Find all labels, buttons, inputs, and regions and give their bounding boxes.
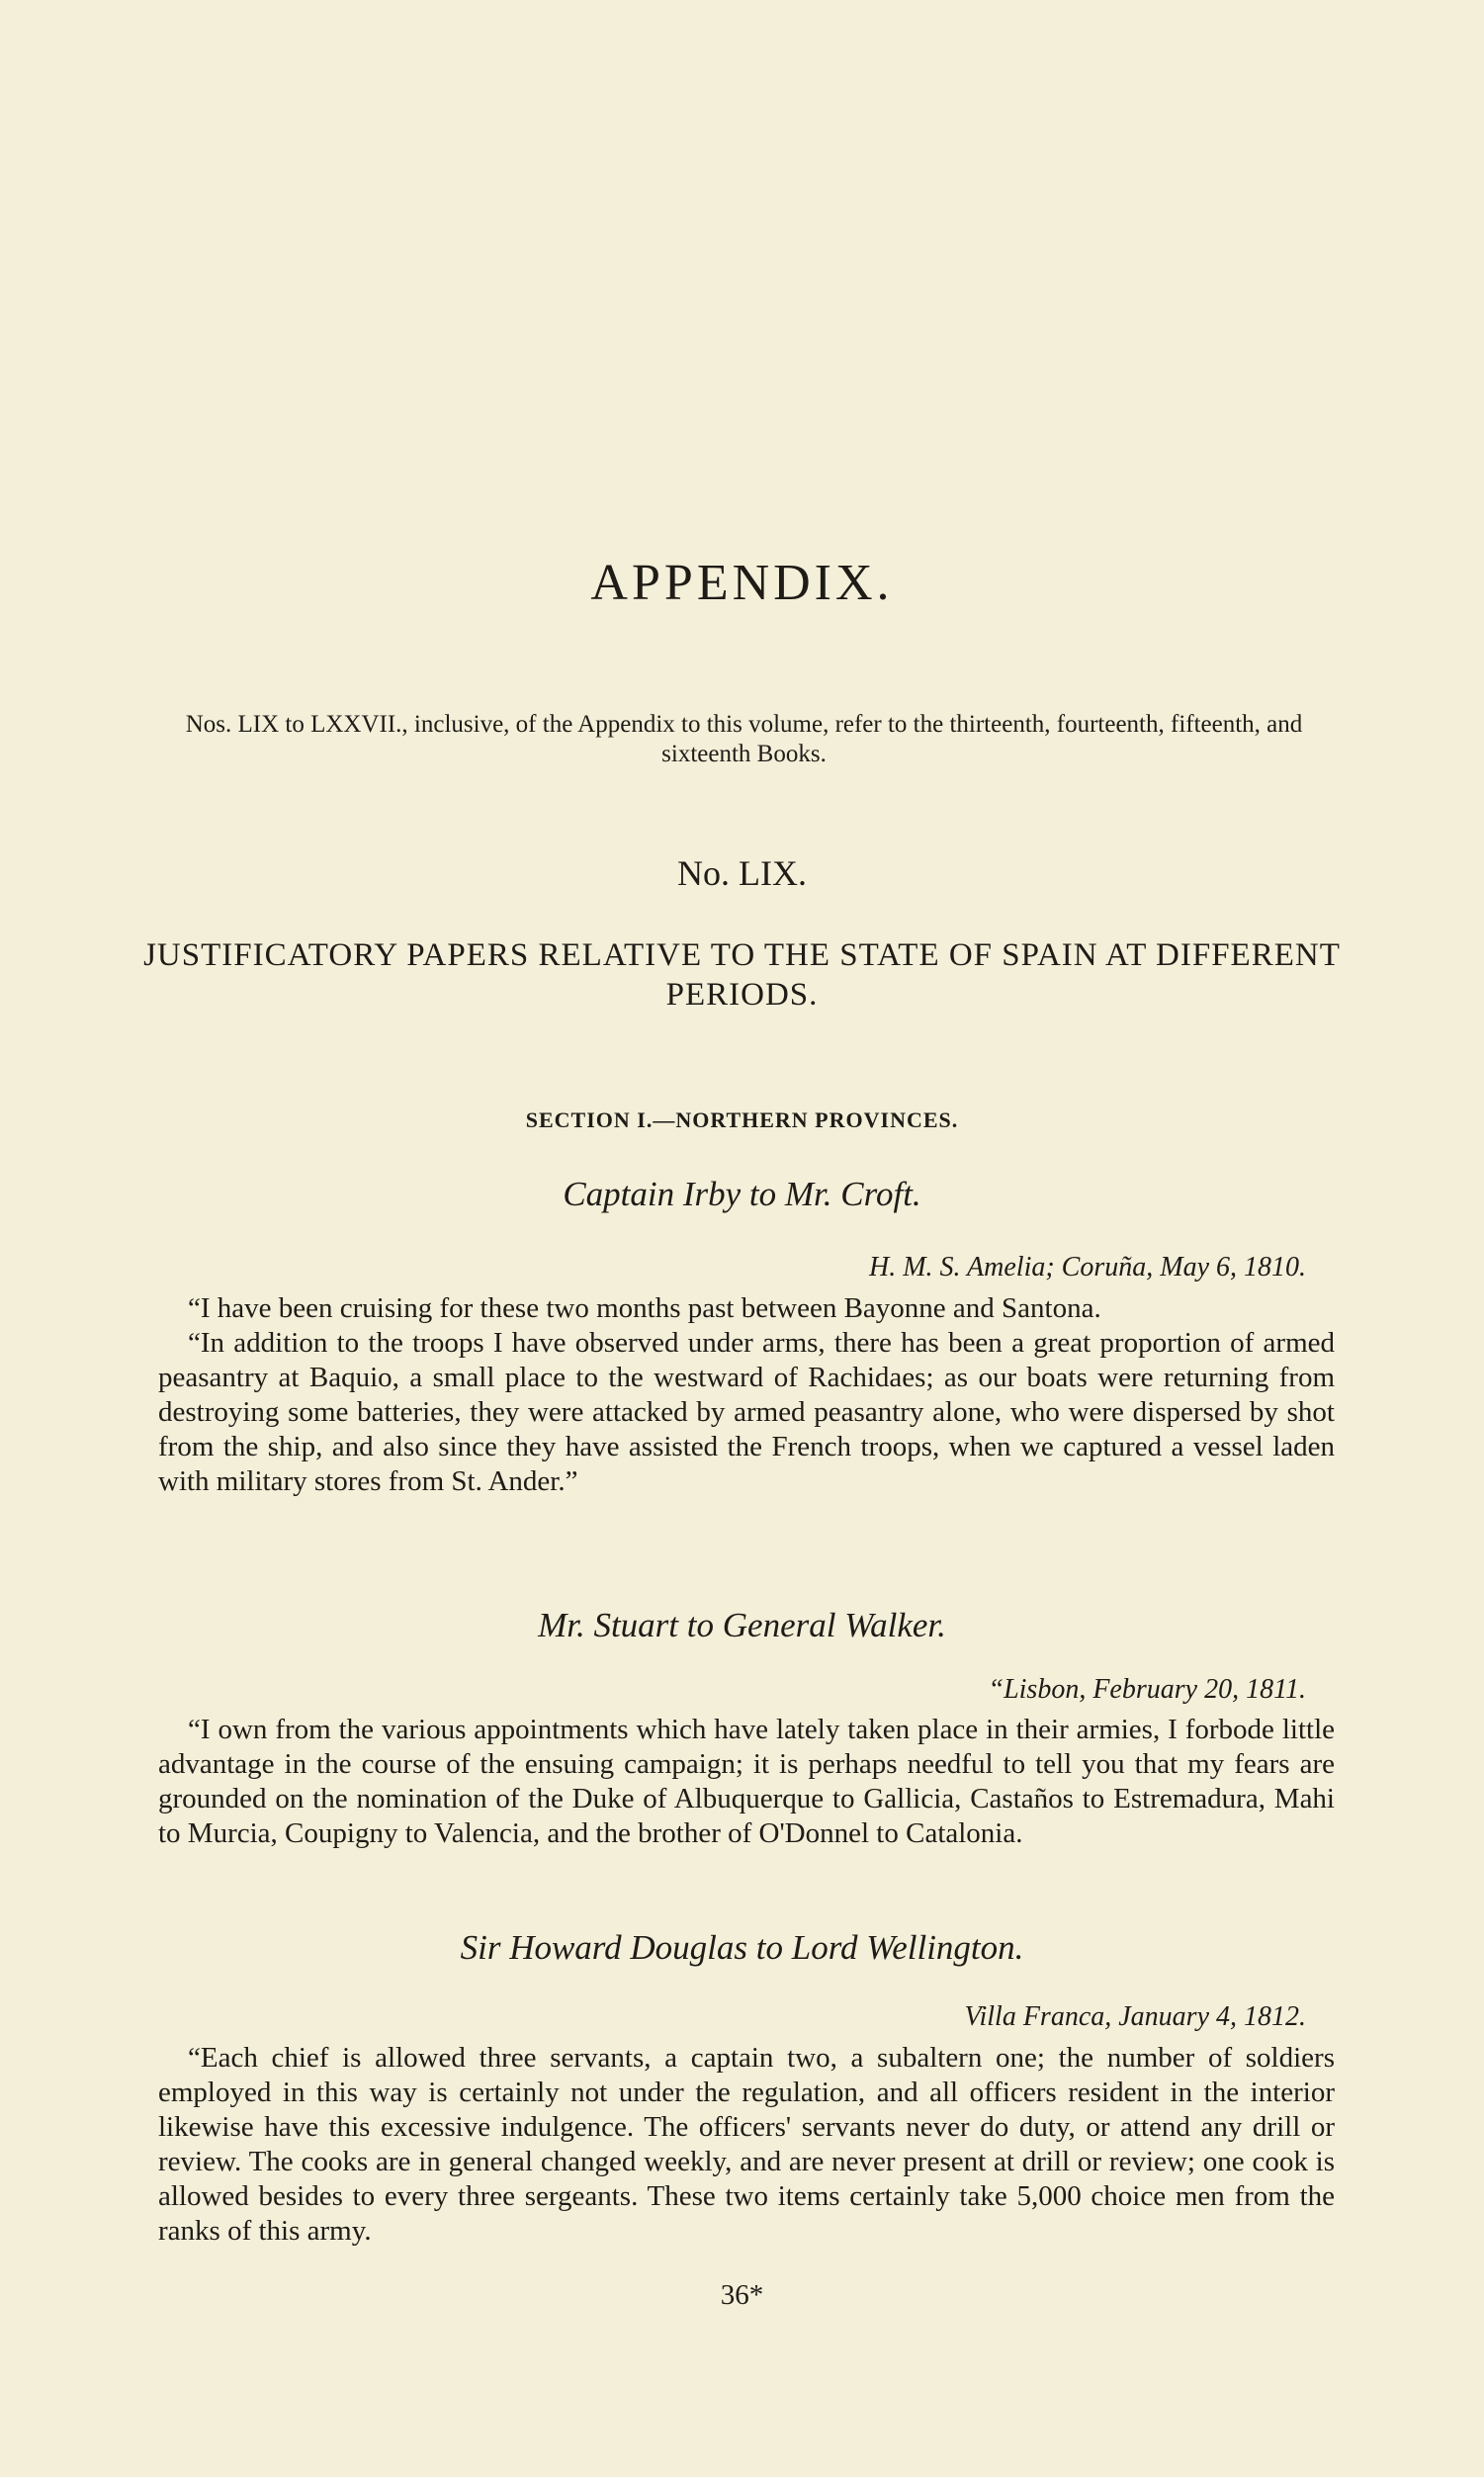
letter-dateline: Villa Franca, January 4, 1812. <box>964 2001 1306 2032</box>
letter-body <box>158 2041 1335 2249</box>
appendix-title: APPENDIX. <box>590 555 894 611</box>
letter-heading: Captain Irby to Mr. Croft. <box>563 1175 921 1213</box>
paragraph: “In addition to the troops I have observed under arms, there has been a great proportion of armed peasantry at Baquio, a small place to the westward of Rachidaes; as our boats were returning from destroying some batteries, they were attacked by armed peasantry alone, who were dispersed by shot from the ship, and also since they have assisted the French troops, when we captured a vessel laden with military stores from St. Ander.” <box>158 1327 1335 1497</box>
page-number: 36* <box>720 2279 764 2311</box>
number-heading: No. LIX. <box>677 853 807 893</box>
intro-note: Nos. LIX to LXXVII., inclusive, of the Appendix to this volume, refer to the thirteenth, fourteenth, fifteenth, and sixteenth Books. <box>185 711 1303 767</box>
paragraph: “I own from the various appointments which have lately taken place in their armies, I forbode little advantage in the course of the ensuing campaign; it is perhaps needful to tell you that my fears are grounded on the nomination of the Duke of Albuquerque to Gallicia, Castaños to Estremadura, Mahi to Murcia, Coupigny to Valencia, and the brother of O'Donnel to Catalonia. <box>158 1714 1335 1849</box>
letter-heading: Sir Howard Douglas to Lord Wellington. <box>460 1928 1024 1967</box>
letter-dateline: “Lisbon, February 20, 1811. <box>988 1674 1306 1705</box>
paragraph: “Each chief is allowed three servants, a captain two, a subaltern one; the number of soldiers employed in this way is certainly not under the regulation, and all officers resident in the interior likewise have this excessive indulgence. The officers' servants never do duty, or attend any drill or review. The cooks are in general changed weekly, and are never present at drill or review; one cook is allowed besides to every three sergeants. These two items certainly take 5,000 choice men from the ranks of this army. <box>158 2042 1335 2247</box>
letter-heading: Mr. Stuart to General Walker. <box>538 1606 946 1644</box>
main-heading: JUSTIFICATORY PAPERS RELATIVE TO THE STATE OF SPAIN AT DIFFERENT PERIODS. <box>143 937 1341 1013</box>
letter-body <box>158 1291 1335 1499</box>
letter-dateline: H. M. S. Amelia; Coruña, May 6, 1810. <box>869 1252 1306 1283</box>
letter-body <box>158 1713 1335 1851</box>
section-heading: SECTION I.—NORTHERN PROVINCES. <box>525 1107 959 1132</box>
paragraph: “I have been cruising for these two months past between Bayonne and Santona. <box>188 1292 1101 1324</box>
